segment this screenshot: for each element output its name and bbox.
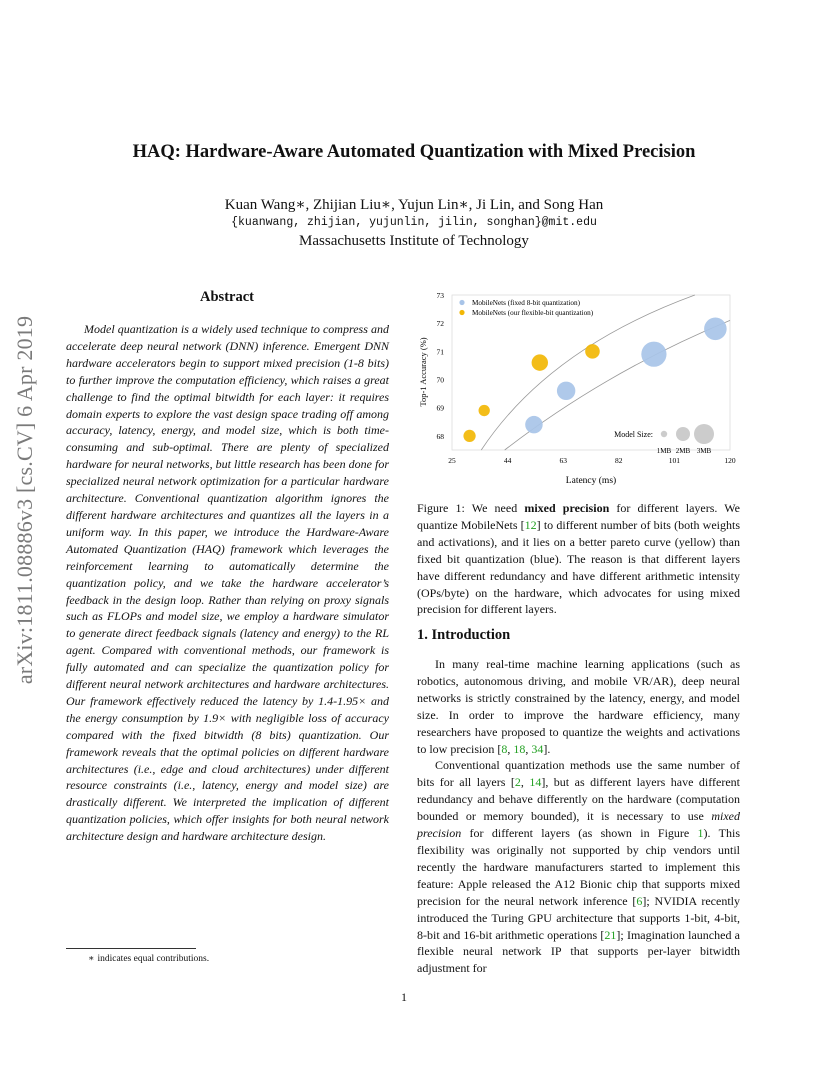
intro-text: , — [520, 775, 530, 790]
citation-link[interactable]: 18 — [513, 741, 526, 756]
size-legend-label: 3MB — [696, 447, 712, 455]
intro-text: for different layers (as shown in Figure — [461, 826, 698, 841]
intro-emphasis: mixed precision — [417, 809, 740, 841]
y-tick-label: 73 — [436, 291, 444, 300]
size-legend-label: 1MB — [656, 447, 672, 455]
size-legend-title: Model Size: — [614, 430, 653, 439]
citation-link[interactable]: 6 — [636, 893, 643, 908]
intro-text: Conventional quantization methods use the same number of bits for all layers [ — [417, 758, 740, 790]
caption-text-a: for different layers. We quantize MobileNets [ — [417, 501, 740, 532]
page-number: 1 — [401, 990, 407, 1004]
size-legend-circle — [676, 427, 690, 441]
caption-bold: mixed precision — [524, 501, 610, 515]
paper-title: HAQ: Hardware-Aware Automated Quantization with Mixed Precision — [132, 142, 696, 162]
fixed-8bit-point — [704, 318, 727, 341]
fixed-8bit-point — [641, 342, 666, 367]
intro-text: ]. — [543, 741, 551, 756]
x-tick-label: 82 — [615, 456, 623, 465]
caption-label: Figure 1: We need — [417, 501, 525, 515]
intro-text: ], but as different layers have different redundancy and behave differently on the hardware (computation bounded or memory bounded), it is necessary to use — [417, 775, 740, 824]
y-tick-label: 72 — [436, 319, 444, 329]
y-tick-label: 69 — [436, 403, 444, 413]
citation-link[interactable]: 2 — [514, 775, 521, 790]
intro-paragraph-2 — [417, 757, 740, 977]
citation-link[interactable]: 8 — [501, 741, 508, 756]
intro-text: , — [507, 741, 514, 756]
figure-caption — [417, 500, 740, 618]
plot-area — [452, 295, 730, 450]
citation-link[interactable]: 12 — [524, 517, 537, 532]
footnote — [66, 953, 209, 964]
x-tick-label: 101 — [668, 456, 681, 465]
flexible-bit-point — [532, 354, 548, 370]
arxiv-sidebar — [4, 280, 46, 720]
intro-paragraph-1 — [417, 656, 740, 757]
abstract-heading: Abstract — [200, 289, 254, 305]
citation-link[interactable]: 21 — [604, 927, 617, 942]
section-heading: 1. Introduction — [417, 627, 511, 643]
intro-text: In many real-time machine learning applications (such as robotics, autonomous driving, and mobile VR/AR), deep neural networks is strictly constrained by the latency, energy, and model size. In order to improve the hardware efficiency, many researchers have proposed to quantize the weights and activations to low precision [ — [417, 657, 740, 756]
intro-body — [417, 656, 740, 977]
flexible-bit-point — [585, 344, 600, 359]
legend-swatch — [459, 310, 464, 315]
accuracy-latency-chart — [412, 285, 744, 490]
flexible-bit-point — [463, 430, 475, 442]
x-tick-label: 25 — [448, 456, 456, 465]
intro-text: ). This flexibility was originally not supported by chip vendors until recently the hardware manufacturers started to implement this feature: Apple released the A12 Bionic chip that supports mixed precision for the neural network inference [ — [417, 826, 740, 908]
legend-label: MobileNets (fixed 8-bit quantization) — [472, 299, 580, 307]
footnote-mark: ∗ — [88, 954, 95, 964]
intro-text: ]; Imagination launched a flexible neural network IP that supports per-layer bitwidth adjustment for — [417, 927, 741, 976]
x-tick-label: 120 — [724, 456, 736, 465]
y-tick-label: 68 — [436, 431, 444, 441]
legend-label: MobileNets (our flexible-bit quantization) — [472, 309, 594, 317]
intro-text: , — [525, 741, 532, 756]
footnote-rule — [66, 948, 196, 949]
author-emails: {kuanwang, zhijian, yujunlin, jilin, songhan}@mit.edu — [231, 216, 597, 229]
figure-1 — [412, 285, 744, 490]
size-legend-circle — [661, 431, 667, 437]
y-axis-label: Top-1 Accuracy (%) — [418, 337, 428, 407]
x-tick-label: 63 — [559, 456, 567, 465]
fixed-8bit-point — [525, 416, 542, 433]
fixed-8bit-point — [557, 382, 575, 400]
y-tick-label: 71 — [436, 347, 444, 357]
x-tick-label: 44 — [503, 456, 512, 465]
y-tick-label: 70 — [436, 375, 444, 385]
figure-link[interactable]: 1 — [697, 826, 704, 841]
footnote-text: indicates equal contributions. — [97, 954, 210, 964]
intro-text: ]; NVIDIA recently introduced the Turing GPU architecture that supports 1-bit, 4-bit, 8-bit and 16-bit arithmetic operations [ — [417, 893, 741, 942]
arxiv-identifier: arXiv:1811.08886v3 [cs.CV] 6 Apr 2019 — [12, 315, 37, 685]
caption-text-b: ] to different number of bits (both weights and activations), and it lies on a better pareto curve (yellow) than fixed bit quantization (blue). The reason is that different layers have different redundancy and have different arithmetic intensity (OPs/byte) on the hardware, which advocates for using mixed precision for different layers. — [417, 517, 740, 617]
citation-link[interactable]: 34 — [531, 741, 544, 756]
flexible-bit-point — [479, 405, 490, 416]
size-legend-label: 2MB — [675, 447, 691, 455]
x-axis-label: Latency (ms) — [565, 476, 617, 486]
institution: Massachusetts Institute of Technology — [299, 233, 529, 249]
abstract-body — [66, 321, 389, 845]
author-list: Kuan Wang∗, Zhijian Liu∗, Yujun Lin∗, Ji Lin, and Song Han — [224, 197, 604, 213]
abstract-paragraph: Model quantization is a widely used technique to compress and accelerate deep neural network (DNN) inference. Emergent DNN hardware accelerators begin to support mixed precision (1-8 bits) to further improve the computation efficiency, which raises a great challenge to find the optimal bitwidth for each layer: it requires domain experts to explore the vast design space trading off among accuracy, latency, energy, and model size, which is both time-consuming and sub-optimal. There are plenty of specialized hardware for neural networks, but little research has been done for specialized neural network optimization for a particular hardware architecture. Conventional quantization algorithm ignores the different hardware architectures and quantizes all the layers in a uniform way. In this paper, we introduce the Hardware-Aware Automated Quantization (HAQ) framework which leverages the reinforcement learning to automatically determine the quantization policy, and we take the hardware accelerator’s feedback in the design loop. Rather than relying on proxy signals such as FLOPs and model size, we employ a hardware simulator to generate direct feedback signals (latency and energy) to the RL agent. Compared with conventional methods, our framework is fully automated and can specialize the quantization policy for different neural network architectures and hardware architectures. Our framework effectively reduced the latency by 1.4-1.95× and the energy consumption by 1.9× with negligible loss of accuracy compared with the fixed bitwidth (8 bits) quantization. Our framework reveals that the optimal policies on different hardware architectures (i.e., edge and cloud architectures) under different resource constraints (i.e., latency, energy and model size) are drastically different. We interpreted the implication of different quantization policies, which offer insights for both neural network architecture design and hardware architecture design. — [66, 322, 389, 844]
citation-link[interactable]: 14 — [529, 775, 542, 790]
size-legend-circle — [694, 424, 714, 444]
legend-swatch — [459, 300, 464, 305]
